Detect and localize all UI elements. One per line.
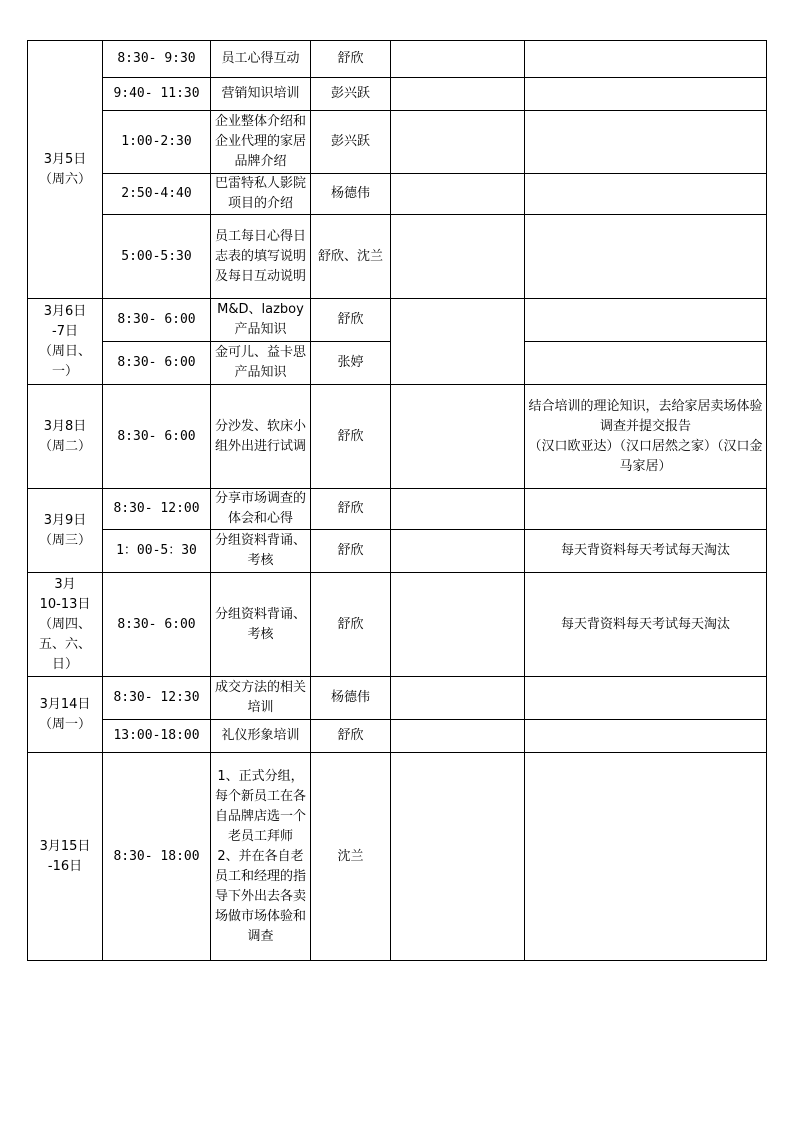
note-cell <box>391 489 525 530</box>
time-cell: 8:30- 6:00 <box>103 299 211 342</box>
note-cell <box>391 753 525 961</box>
note-cell <box>391 78 525 111</box>
speaker-cell: 舒欣 <box>311 530 391 573</box>
topic-cell: 分组资料背诵、考核 <box>211 530 311 573</box>
table-row <box>28 530 767 573</box>
speaker-cell: 彭兴跃 <box>311 78 391 111</box>
speaker-cell: 杨德伟 <box>311 677 391 720</box>
topic-cell: 礼仪形象培训 <box>211 720 311 753</box>
time-cell: 1:00-2:30 <box>103 111 211 174</box>
time-cell: 8:30- 12:30 <box>103 677 211 720</box>
remark-cell <box>525 489 767 530</box>
remark-cell <box>525 41 767 78</box>
date-cell: 3月9日 （周三） <box>28 489 103 573</box>
topic-cell: 成交方法的相关培训 <box>211 677 311 720</box>
note-cell <box>391 530 525 573</box>
speaker-cell: 沈兰 <box>311 753 391 961</box>
date-cell: 3月8日 （周二） <box>28 385 103 489</box>
note-cell <box>391 385 525 489</box>
remark-cell <box>525 720 767 753</box>
topic-cell: 分享市场调查的体会和心得 <box>211 489 311 530</box>
topic-cell: 金可儿、益卡思产品知识 <box>211 342 311 385</box>
topic-cell: 巴雷特私人影院项目的介绍 <box>211 174 311 215</box>
note-cell <box>391 299 525 385</box>
table-row <box>28 215 767 299</box>
time-cell: 13:00-18:00 <box>103 720 211 753</box>
table-row <box>28 489 767 530</box>
remark-cell <box>525 753 767 961</box>
topic-cell: 企业整体介绍和企业代理的家居品牌介绍 <box>211 111 311 174</box>
note-cell <box>391 41 525 78</box>
remark-cell <box>525 78 767 111</box>
remark-cell <box>525 299 767 342</box>
time-cell: 9:40- 11:30 <box>103 78 211 111</box>
remark-cell <box>525 677 767 720</box>
speaker-cell: 杨德伟 <box>311 174 391 215</box>
table-row <box>28 299 767 342</box>
speaker-cell: 舒欣 <box>311 573 391 677</box>
time-cell: 2:50-4:40 <box>103 174 211 215</box>
speaker-cell: 舒欣、沈兰 <box>311 215 391 299</box>
date-cell: 3月 10-13日 （周四、 五、六、 日） <box>28 573 103 677</box>
remark-cell: 每天背资料每天考试每天淘汰 <box>525 573 767 677</box>
note-cell <box>391 111 525 174</box>
speaker-cell: 舒欣 <box>311 385 391 489</box>
topic-cell: M&D、lazboy产品知识 <box>211 299 311 342</box>
speaker-cell: 舒欣 <box>311 41 391 78</box>
remark-cell <box>525 215 767 299</box>
table-row <box>28 174 767 215</box>
table-row <box>28 753 767 961</box>
topic-cell: 营销知识培训 <box>211 78 311 111</box>
note-cell <box>391 720 525 753</box>
time-cell: 5:00-5:30 <box>103 215 211 299</box>
speaker-cell: 彭兴跃 <box>311 111 391 174</box>
speaker-cell: 舒欣 <box>311 299 391 342</box>
topic-cell: 分组资料背诵、考核 <box>211 573 311 677</box>
remark-cell: 每天背资料每天考试每天淘汰 <box>525 530 767 573</box>
training-schedule-table <box>27 40 767 961</box>
remark-cell <box>525 342 767 385</box>
time-cell: 8:30- 9:30 <box>103 41 211 78</box>
remark-cell: 结合培训的理论知识，去给家居卖场体验调查并提交报告 （汉口欧亚达）（汉口居然之家）（汉口金马家居） <box>525 385 767 489</box>
table-row <box>28 78 767 111</box>
date-cell: 3月5日 （周六） <box>28 41 103 299</box>
topic-cell: 1、正式分组，每个新员工在各自品牌店选一个老员工拜师 2、并在各自老员工和经理的指导下外出去各卖场做市场体验和调查 <box>211 753 311 961</box>
remark-cell <box>525 174 767 215</box>
time-cell: 8:30- 6:00 <box>103 573 211 677</box>
date-cell: 3月15日 -16日 <box>28 753 103 961</box>
note-cell <box>391 677 525 720</box>
time-cell: 1：00-5：30 <box>103 530 211 573</box>
remark-cell <box>525 111 767 174</box>
topic-cell: 分沙发、软床小组外出进行试调 <box>211 385 311 489</box>
table-row <box>28 720 767 753</box>
speaker-cell: 舒欣 <box>311 489 391 530</box>
note-cell <box>391 215 525 299</box>
time-cell: 8:30- 12:00 <box>103 489 211 530</box>
speaker-cell: 舒欣 <box>311 720 391 753</box>
speaker-cell: 张婷 <box>311 342 391 385</box>
table-row <box>28 41 767 78</box>
date-cell: 3月14日 （周一） <box>28 677 103 753</box>
time-cell: 8:30- 6:00 <box>103 385 211 489</box>
time-cell: 8:30- 6:00 <box>103 342 211 385</box>
topic-cell: 员工每日心得日志表的填写说明及每日互动说明 <box>211 215 311 299</box>
topic-cell: 员工心得互动 <box>211 41 311 78</box>
table-row <box>28 385 767 489</box>
time-cell: 8:30- 18:00 <box>103 753 211 961</box>
note-cell <box>391 573 525 677</box>
date-cell: 3月6日 -7日 （周日、 一） <box>28 299 103 385</box>
note-cell <box>391 174 525 215</box>
table-row <box>28 573 767 677</box>
table-row <box>28 111 767 174</box>
table-row <box>28 677 767 720</box>
